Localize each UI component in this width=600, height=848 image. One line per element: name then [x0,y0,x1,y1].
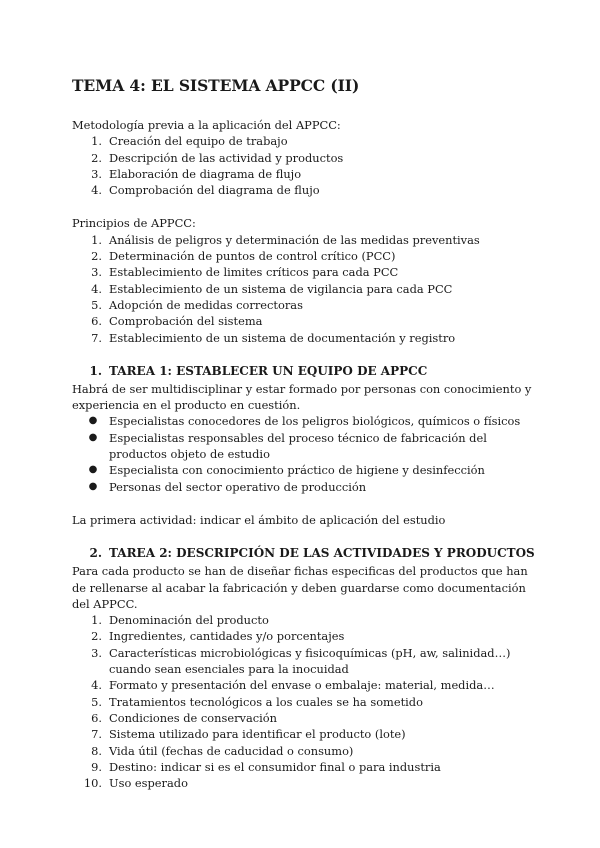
bullet-icon: ● [88,480,98,492]
bullet-icon: ● [88,415,98,427]
tarea1-heading: 1. TAREA 1: ESTABLECER UN EQUIPO DE APPCC [89,363,428,378]
list-item: ● Especialistas responsables del proceso técnico de fabricación del productos objeto de estudio [88,430,487,462]
list-item: 7. Establecimiento de un sistema de documentación y registro [91,330,456,345]
tarea2-heading: 2. TAREA 2: DESCRIPCIÓN DE LAS ACTIVIDADES Y PRODUCTOS [89,546,535,561]
list-item: 6. Condiciones de conservación [91,710,277,725]
list-item: 7. Sistema utilizado para identificar el producto (lote) [91,727,406,742]
list-item: 2. Ingredientes, cantidades y/o porcentajes [91,629,345,644]
tarea1-bullets [72,413,542,494]
tarea1-intro: Habrá de ser multidisciplinar y estar formado por personas con conocimiento y experiencia en el producto en cuestión. [72,381,532,413]
page-title: TEMA 4: EL SISTEMA APPCC (II) [72,76,360,95]
bullet-icon: ● [88,431,98,443]
tarea2-list [72,612,542,791]
list-item: 3. Elaboración de diagrama de flujo [91,166,302,181]
list-item: 3. Establecimiento de limites críticos para cada PCC [91,265,399,280]
list-item: 1. Creación del equipo de trabajo [91,134,288,149]
list-item: ● Especialistas conocedores de los peligros biológicos, químicos o físicos [88,414,521,429]
tarea2-intro: Para cada producto se han de diseñar fichas especificas del productos que han de rellenarse al acabar la fabricación y deben guardarse como documentación del APPCC. [72,564,528,611]
list-item: 5. Tratamientos tecnológicos a los cuales se ha sometido [91,694,423,709]
bullet-icon: ● [88,464,98,476]
list-item: 1. Denominación del producto [91,613,269,628]
metodologia-intro: Metodología previa a la aplicación del APPCC: [72,118,341,132]
principios-list [72,232,542,346]
list-item: 6. Comprobación del sistema [91,314,263,329]
list-item: 5. Adopción de medidas correctoras [91,297,303,312]
list-item: ● Especialista con conocimiento práctico de higiene y desinfección [88,463,485,478]
principios-intro: Principios de APPCC: [72,216,196,231]
list-item: 4. Formato y presentación del envase o embalaje: material, medida… [91,678,495,693]
metodologia-list [72,133,542,198]
list-item: 3. Características microbiológicas y fisicoquímicas (pH, aw, salinidad…) cuando sean esenciales para la inocuidad [91,645,511,677]
document-page [72,76,542,791]
tarea1-closing: La primera actividad: indicar el ámbito de aplicación del estudio [72,512,446,527]
list-item: 2. Descripción de las actividad y productos [91,150,344,165]
list-item: 4. Establecimiento de un sistema de vigilancia para cada PCC [91,281,453,296]
list-item: 4. Comprobación del diagrama de flujo [91,183,320,198]
list-item: ● Personas del sector operativo de producción [88,479,367,494]
list-item: 2. Determinación de puntos de control crítico (PCC) [91,249,396,264]
list-item: 1. Análisis de peligros y determinación de las medidas preventivas [91,232,480,247]
list-item: 8. Vida útil (fechas de caducidad o consumo) [91,743,354,758]
list-item: 10. Uso esperado [83,776,188,791]
list-item: 9. Destino: indicar si es el consumidor final o para industria [91,759,441,774]
